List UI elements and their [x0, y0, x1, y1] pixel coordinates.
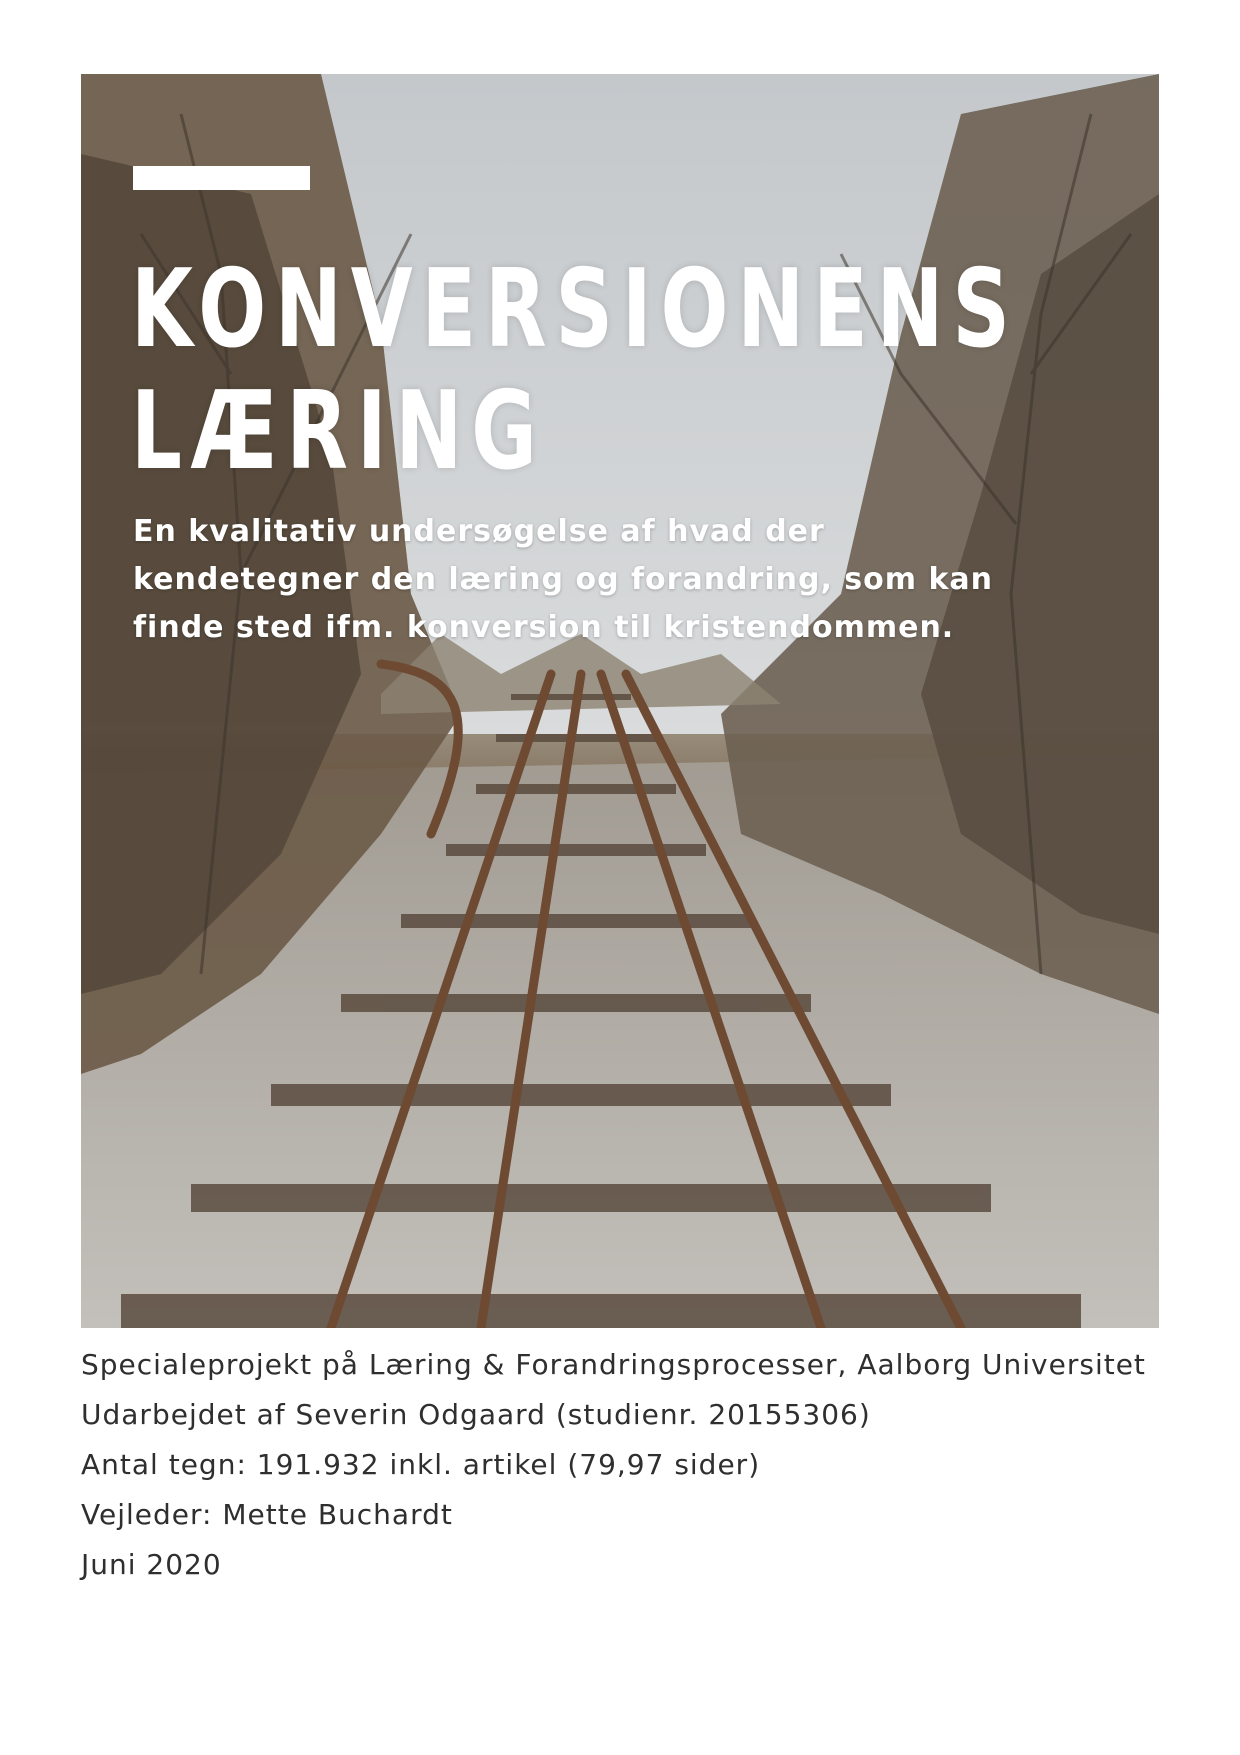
title-line-1: KONVERSIONENS — [131, 247, 1019, 372]
document-title — [131, 247, 1019, 494]
character-count: Antal tegn: 191.932 inkl. artikel (79,97 sider) — [81, 1448, 761, 1481]
subtitle-line-3: finde sted ifm. konversion til kristendommen. — [133, 610, 955, 645]
title-line-2: LÆRING — [131, 369, 546, 494]
accent-bar — [133, 166, 310, 190]
subtitle-line-1: En kvalitativ undersøgelse af hvad der — [133, 514, 825, 549]
supervisor-line: Vejleder: Mette Buchardt — [81, 1498, 453, 1531]
author-line: Udarbejdet af Severin Odgaard (studienr. 20155306) — [81, 1398, 871, 1431]
cover-image — [81, 74, 1159, 1328]
project-description: Specialeprojekt på Læring & Forandringsprocesser, Aalborg Universitet — [81, 1348, 1146, 1381]
date-line: Juni 2020 — [81, 1548, 222, 1581]
project-info — [81, 1347, 1161, 1597]
subtitle-line-2: kendetegner den læring og forandring, som kan — [133, 562, 994, 597]
document-subtitle — [133, 508, 1093, 652]
